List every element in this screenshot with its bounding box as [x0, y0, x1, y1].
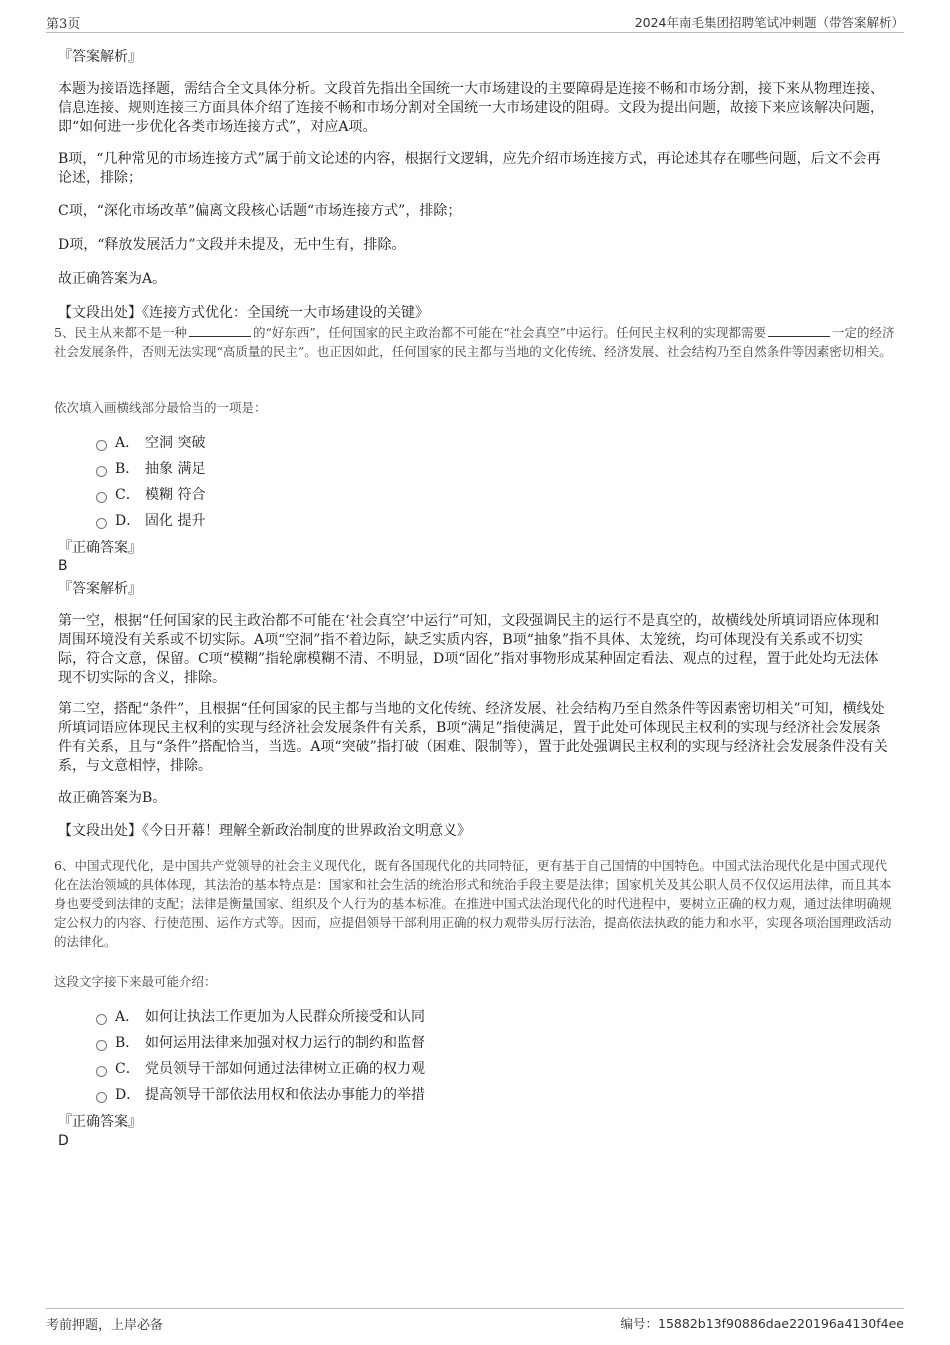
- q6-answer-label: 『正确答案』: [58, 1114, 142, 1130]
- radio-icon[interactable]: [96, 466, 107, 477]
- q6-option-c[interactable]: C． 党员领导干部如何通过法律树立正确的权力观: [96, 1059, 425, 1079]
- q5-blank-2: [768, 336, 830, 337]
- q5-answer-label: 『正确答案』: [58, 540, 142, 556]
- q4-analysis-para3: C项，“深化市场改革”偏离文段核心话题“市场连接方式”，排除；: [58, 203, 462, 219]
- q5-analysis-para2: 第二空，搭配“条件”，且根据“任何国家的民主都与当地的文化传统、经济发展、社会结构乃至自然条件等因素密切相关”可知，横线处所填词语应体现民主权利的实现与经济社会发展条件有关系，B项“满足”指使满足，置于此处可体现民主权利的实现与经济社会发展条件有关系，且与“条件”搭配恰当，当选。A项“突破”指打破（困难、限制等），置于此处强调民主权利的实现与经济社会发展条件没有关系，与文意相悖，排除。: [58, 701, 888, 774]
- q5-answer: B: [58, 558, 68, 574]
- radio-icon[interactable]: [96, 1092, 107, 1103]
- q6-prompt: 这段文字接下来最可能介绍：: [54, 974, 217, 989]
- q4-analysis-para1: 本题为接语选择题，需结合全文具体分析。文段首先指出全国统一大市场建设的主要障碍是连接不畅和市场分割，接下来从物理连接、信息连接、规则连接三方面具体介绍了连接不畅和市场分割对全国统一大市场建设的阻碍。文段为提出问题，故接下来应该解决问题，即“如何进一步优化各类市场连接方式”，对应A项。: [58, 81, 884, 135]
- q4-analysis-label: 『答案解析』: [58, 49, 142, 65]
- radio-icon[interactable]: [96, 440, 107, 451]
- q5-stem: 5、民主从来都不是一种 的“好东西”，任何国家的民主政治都不可能在“社会真空”中运行。任何民主权利的实现都需要 一定的经济社会发展条件，否则无法实现“高质量的民主”。也正因如此，任何国家的民主都与当地的文化传统、经济发展、社会结构乃至自然条件等因素密切相关。: [54, 325, 895, 359]
- footer-slogan: 考前押题，上岸必备: [46, 1318, 164, 1333]
- document-id: 编号：15882b13f90886dae220196a4130f4ee: [620, 1316, 904, 1331]
- q5-option-c[interactable]: C． 模糊 符合: [96, 485, 205, 505]
- q6-option-b[interactable]: B． 如何运用法律来加强对权力运行的制约和监督: [96, 1033, 425, 1053]
- q5-option-b[interactable]: B． 抽象 满足: [96, 459, 205, 479]
- radio-icon[interactable]: [96, 1040, 107, 1051]
- radio-icon[interactable]: [96, 1066, 107, 1077]
- q6-stem: 6、中国式现代化，是中国共产党领导的社会主义现代化，既有各国现代化的共同特征，更有基于自己国情的中国特色。中国式法治现代化是中国式现代化在法治领域的具体体现，其法治的基本特点是：国家和社会生活的统治形式和统治手段主要是法律；国家机关及其公职人员不仅仅运用法律，而且其本身也要受到法律的支配；法律是衡量国家、组织及个人行为的基本标准。在推进中国式法治现代化的时代进程中，要树立正确的权力观，通过法律明确规定公权力的内容、行使范围、运作方式等。因而，应提倡领导干部利用正确的权力观带头厉行法治，提高依法执政的能力和水平，实现各项治国理政活动的法律化。: [54, 858, 892, 949]
- page-number: 第3页: [46, 17, 81, 32]
- q5-analysis-label: 『答案解析』: [58, 581, 142, 597]
- q5-option-d[interactable]: D． 固化 提升: [96, 511, 205, 531]
- radio-icon[interactable]: [96, 1014, 107, 1025]
- q6-answer: D: [58, 1133, 69, 1149]
- q5-option-a[interactable]: A． 空洞 突破: [96, 433, 205, 453]
- footer-divider: [46, 1308, 904, 1309]
- q4-conclusion: 故正确答案为A。: [58, 271, 167, 287]
- q4-analysis-para2: B项，“几种常见的市场连接方式”属于前文论述的内容，根据行文逻辑，应先介绍市场连接方式，再论述其存在哪些问题，后文不会再论述，排除；: [58, 151, 881, 186]
- q5-prompt: 依次填入画横线部分最恰当的一项是：: [54, 400, 267, 415]
- q4-source: 【文段出处】《连接方式优化：全国统一大市场建设的关键》: [58, 305, 429, 321]
- radio-icon[interactable]: [96, 518, 107, 529]
- q6-option-d[interactable]: D． 提高领导干部依法用权和依法办事能力的举措: [96, 1085, 425, 1105]
- q5-analysis-para1: 第一空，根据“任何国家的民主政治都不可能在‘社会真空’中运行”可知，文段强调民主的运行不是真空的，故横线处所填词语应体现和周围环境没有关系或不切实际。A项“空洞”指不着边际，缺乏实质内容，B项“抽象”指不具体、太笼统，均可体现没有关系或不切实际，符合文意，保留。C项“模糊”指轮廓模糊不清、不明显，D项“固化”指对事物形成某种固定看法、观点的过程，置于此处均无法体现不切实际的含义，排除。: [58, 613, 880, 686]
- q4-analysis-para4: D项，“释放发展活力”文段并未提及，无中生有，排除。: [58, 237, 406, 253]
- radio-icon[interactable]: [96, 492, 107, 503]
- q6-option-a[interactable]: A． 如何让执法工作更加为人民群众所接受和认同: [96, 1007, 425, 1027]
- header-divider: [46, 32, 904, 33]
- q5-source: 【文段出处】《今日开幕！理解全新政治制度的世界政治文明意义》: [58, 823, 471, 839]
- document-title: 2024年南毛集团招聘笔试冲刺题（带答案解析）: [634, 15, 904, 30]
- q5-blank-1: [189, 336, 251, 337]
- q5-conclusion: 故正确答案为B。: [58, 790, 167, 806]
